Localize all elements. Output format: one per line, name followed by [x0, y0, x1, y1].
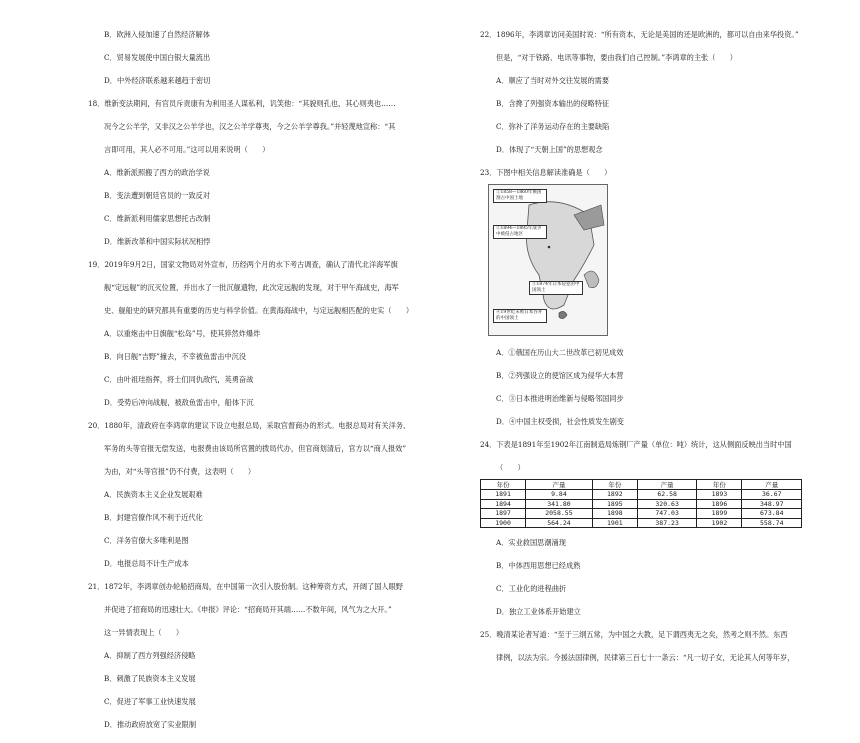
table-row — [481, 490, 802, 500]
left-column — [88, 30, 418, 743]
q17-options — [88, 30, 418, 86]
question-23 — [480, 168, 815, 427]
q21-stem-line: 21．1872年，李鸿章创办轮船招商局，在中国第一次引入股份制。这种筹资方式，开阔了国人眼野 — [88, 582, 403, 591]
q17-option-c: C．贸易发展使中国白银大量流出 — [104, 53, 211, 62]
map-label-4: ④19世纪末被日本吞并的中国领土 — [493, 309, 547, 323]
q24-stem-line: （ ） — [496, 463, 525, 472]
q18-stem-line: 18．维新变法期间，有官员斥责康有为利用圣人谋私利，讥笑他：“其貌则孔也，其心则夷也…… — [88, 99, 396, 108]
q24-option-c: C．工业化的进程曲折 — [496, 584, 567, 593]
q21-stem-line: 并促进了招商局的迅速壮大。《申报》评论：“招商局开其端……不数年间，风气为之大开。” — [104, 605, 392, 614]
q18-option-c: C．维新派利用儒家思想托古改制 — [104, 214, 211, 223]
question-19 — [88, 260, 418, 408]
q22-option-a: A．顺应了当时对外交往发展的需要 — [496, 76, 610, 85]
q22-stem-line: 但是，“对于铁路、电讯等事物，要由我们自己控制。”李鸿章的主张（ ） — [496, 53, 737, 62]
q23-option-d: D．④中国主权受损，社会性质发生剧变 — [496, 417, 624, 426]
table-cell: 9.84 — [526, 490, 593, 500]
table-cell: 1895 — [592, 499, 637, 509]
table-header: 产量 — [742, 480, 802, 490]
table-cell: 747.03 — [637, 509, 696, 519]
q19-option-b: B．向日舰“吉野”撞去，不幸被鱼雷击中沉没 — [104, 352, 247, 361]
q20-option-c: C．洋务官僚大多唯利是图 — [104, 536, 189, 545]
q24-option-d: D．独立工业体系开始建立 — [496, 607, 581, 616]
q20-stem-line: 为由，对“头等官报”仍不付费，这表明（ ） — [104, 467, 256, 476]
table-cell: 348.97 — [742, 499, 802, 509]
q21-stem-line: 这一异情表现上（ ） — [104, 628, 184, 637]
q18-option-d: D．维新改革和中国实际状况相悖 — [104, 237, 211, 246]
q24-option-b: B．中体西用思想已经成熟 — [496, 561, 581, 570]
question-25 — [480, 630, 815, 663]
table-cell: 1900 — [481, 518, 526, 528]
table-cell: 1896 — [697, 499, 742, 509]
q19-option-c: C．由叶祖珪指挥，将士们同仇敌忾，英勇奋战 — [104, 375, 254, 384]
q19-stem-line: 舰“定远舰”的沉灭位置，并出水了一批沉舰遗物，此次定远舰的发现，对于甲午海战史，海军 — [104, 283, 399, 292]
table-row — [481, 518, 802, 528]
question-21 — [88, 582, 418, 730]
table-cell: 1892 — [592, 490, 637, 500]
q20-option-b: B．封建官僚作风不利于近代化 — [104, 513, 203, 522]
table-cell: 341.80 — [526, 499, 593, 509]
q19-stem-line: 史、舰船史的研究都具有重要的历史与科学价值。在黄海海战中，与定远舰相匹配的史实（ ） — [104, 306, 414, 315]
q23-option-b: B．②列强设立的使馆区成为侵华大本营 — [496, 371, 624, 380]
q20-stem-line: 20．1880年，清政府在李鸿章的建议下设立电报总局，采取官督商办的形式。电报总局对有关洋务、 — [88, 421, 411, 430]
q17-option-b: B．欧洲入侵加速了自然经济解体 — [104, 30, 210, 39]
q22-option-c: C．弥补了洋务运动存在的主要缺陷 — [496, 122, 610, 131]
q22-option-b: B．含搀了列强资本输出的侵略特征 — [496, 99, 610, 108]
q22-stem-line: 22．1896年，李鸿章访问美国时说：“所有资本，无论是美国的还是欧洲的，都可以自由来华投资。” — [480, 30, 799, 39]
q18-stem-line: 言即可用，其人必不可用。”这可以用来说明（ ） — [104, 145, 270, 154]
q20-option-a: A．民族资本主义企业发展艰难 — [104, 490, 203, 499]
q23-option-c: C．③日本推进明治维新与侵略邻国同步 — [496, 394, 624, 403]
table-cell: 387.23 — [637, 518, 696, 528]
table-header: 产量 — [637, 480, 696, 490]
q17-option-d: D．中外经济联系越来越趋于密切 — [104, 76, 211, 85]
question-20 — [88, 421, 418, 569]
table-cell: 1897 — [481, 509, 526, 519]
table-cell: 673.84 — [742, 509, 802, 519]
q24-option-a: A．实业救国思潮涌现 — [496, 538, 566, 547]
q24-stem-line: 24．下表是1891年至1902年江南制造局炼钢厂产量（单位：吨）统计，这从侧面反映出当时中国 — [480, 440, 792, 449]
question-22 — [480, 30, 815, 155]
history-map — [488, 184, 608, 336]
question-24 — [480, 440, 815, 617]
table-header-row — [481, 480, 802, 490]
q21-option-c: C．促进了军事工业快速发展 — [104, 697, 196, 706]
table-row — [481, 499, 802, 509]
q23-stem-line: 23．下图中相关信息解读准确是（ ） — [480, 168, 612, 177]
q18-stem-line: 况今之公羊学，又非汉之公羊学也，汉之公羊学尊夷，今之公羊学尊我。”并轻蔑地宣称：“其 — [104, 122, 396, 131]
table-row — [481, 509, 802, 519]
table-header: 产量 — [526, 480, 593, 490]
table-cell: 564.24 — [526, 518, 593, 528]
q20-option-d: D．电报总局不计生产成本 — [104, 559, 189, 568]
table-cell: 1893 — [697, 490, 742, 500]
q19-stem-line: 19．2019年9月2日，国家文物局对外宣布，历经两个月的水下考古调查，确认了清代北洋海军旗 — [88, 260, 398, 269]
map-label-3: ③1874年日本侵犯的中国领土 — [529, 281, 583, 295]
table-cell: 1894 — [481, 499, 526, 509]
table-header: 年份 — [592, 480, 637, 490]
question-18 — [88, 99, 418, 247]
q25-stem-line: 律例，以法为宗。今援法国律例，民律第三百七十一条云：“凡一切子女，无论其人何等年岁， — [496, 653, 795, 662]
q19-option-a: A．以重炮击中日旗舰“松岛”号，使其猝然炸爆炸 — [104, 329, 261, 338]
q18-option-b: B．变法遭到朝廷官员的一致反对 — [104, 191, 210, 200]
table-cell: 558.74 — [742, 518, 802, 528]
table-header: 年份 — [481, 480, 526, 490]
map-label-2: ②1894—1895年战争中被侵占地区 — [493, 225, 547, 239]
table-cell: 1898 — [592, 509, 637, 519]
q18-option-a: A．维新派照搬了西方的政治学说 — [104, 168, 210, 177]
q25-stem-line: 25．晚清某论者写道：“至于三纲五常，为中国之大教，足下谓西夷无之矣，然考之则不然。东西 — [480, 630, 788, 639]
q21-option-a: A．抑制了西方列强经济侵略 — [104, 651, 196, 660]
table-cell: 1899 — [697, 509, 742, 519]
right-column — [480, 30, 815, 663]
table-cell: 1891 — [481, 490, 526, 500]
q20-stem-line: 军务的头等官报无偿发送，电报费由该局所官置的拨局代办，但官商划清后，官方以“商人报效” — [104, 444, 407, 453]
q19-option-d: D．受势后冲向战舰，被敌鱼雷击中，船体下沉 — [104, 398, 254, 407]
table-cell: 36.67 — [742, 490, 802, 500]
map-label-1: ①1858—1860年俄国割占中国土地 — [493, 189, 547, 203]
q22-option-d: D．体现了“天朝上国”的思想观念 — [496, 145, 603, 154]
table-header: 年份 — [697, 480, 742, 490]
q23-option-a: A．①俄国在历山大二世改革已初见成效 — [496, 348, 624, 357]
table-cell: 1902 — [697, 518, 742, 528]
table-cell: 1901 — [592, 518, 637, 528]
table-cell: 2058.55 — [526, 509, 593, 519]
q21-option-b: B．刺激了民族资本主义发展 — [104, 674, 196, 683]
steel-output-table — [480, 479, 802, 528]
q21-option-d: D．推动政府放宽了实业限制 — [104, 720, 197, 729]
table-cell: 62.58 — [637, 490, 696, 500]
table-cell: 320.63 — [637, 499, 696, 509]
